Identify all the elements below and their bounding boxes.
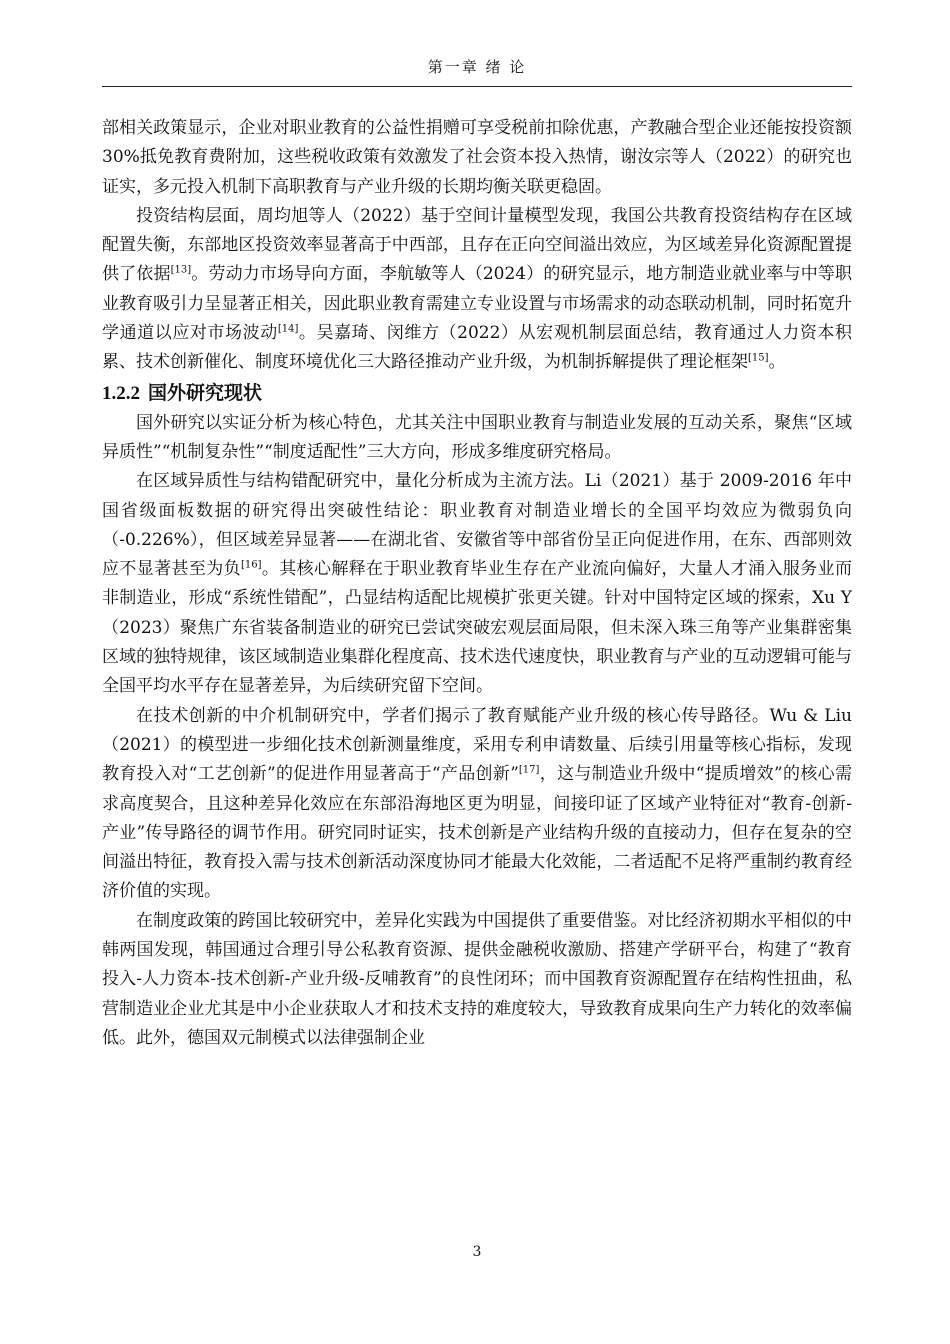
text-run: 投资结构层面，周均旭等人（2022）基于空间计量模型发现，我国公共教育投资结构存在区域配置失衡，东部地区投资效率显著高于中西部，且存在正向空间溢出效应，为区域差异化资源配置提供了依据	[102, 205, 852, 285]
text-run: 。其核心解释在于职业教育毕业生存在产业流向偏好，大量人才涌入服务业而非制造业，形成“系统性错配”，凸显结构适配比规模扩张更关键。针对中国特定区域的探索，Xu Y（2023）聚焦广东省装备制造业的研究已尝试突破宏观层面局限，但未深入珠三角等产业集群密集区域的独特规律，该区域制造业集群化程度高、技术迭代速度快，职业教育与产业的互动逻辑可能与全国平均水平存在显著差异，为后续研究留下空间。	[102, 559, 853, 697]
paragraph	[102, 202, 852, 378]
text-run: 。劳动力市场导向方面，李航敏等人（2024）的研究显示，地方制造业就业率与中等职业教育吸引力呈显著正相关，因此职业教育需建立专业设置与市场需求的动态联动机制，同时拓宽升学通道以应对市场波动	[102, 264, 853, 344]
text-run: ，这与制造业升级中“提质增效”的核心需求高度契合，且这种差异化效应在东部沿海地区更为明显，间接印证了区域产业特征对“教育-创新-产业”传导路径的调节作用。研究同时证实，技术创新是产业结构升级的直接动力，但存在复杂的空间溢出特征，教育投入需与技术创新活动深度协同才能最大化效能，二者适配不足将严重制约教育经济价值的实现。	[102, 764, 852, 902]
paragraph	[102, 409, 852, 468]
text-run: 国外研究以实证分析为核心特色，尤其关注中国职业教育与制造业发展的互动关系，聚焦“区域异质性”“机制复杂性”“制度适配性”三大方向，形成多维度研究格局。	[102, 412, 852, 462]
citation-ref: [16]	[240, 559, 262, 571]
text-run: 部相关政策显示，企业对职业教育的公益性捐赠可享受税前扣除优惠，产教融合型企业还能按投资额30%抵免教育费附加，这些税收政策有效激发了社会资本投入热情，谢汝宗等人（2022）的研究也证实，多元投入机制下高职教育与产业升级的长期均衡关联更稳固。	[102, 118, 852, 197]
paragraph	[102, 467, 852, 701]
citation-ref: [17]	[518, 764, 540, 776]
header-rule	[102, 86, 852, 87]
page-number: 3	[472, 1244, 482, 1260]
paragraph	[102, 907, 852, 1053]
text-run: 在技术创新的中介机制研究中，学者们揭示了教育赋能产业升级的核心传导路径。Wu & Liu（2021）的模型进一步细化技术创新测量维度，采用专利申请数量、后续引用量等核心指标，发现教育投入对“工艺创新”的促进作用显著高于“产品创新”	[102, 705, 852, 785]
section-number: 1.2.2	[102, 382, 140, 404]
citation-ref: [15]	[748, 352, 769, 364]
text-run: 在制度政策的跨国比较研究中，差异化实践为中国提供了重要借鉴。对比经济初期水平相似的中韩两国发现，韩国通过合理引导公私教育资源、提供金融税收激励、搭建产学研平台，构建了“教育投入-人力资本-技术创新-产业升级-反哺教育”的良性闭环；而中国教育资源配置存在结构性扭曲，私营制造业企业尤其是中小企业获取人才和技术支持的难度较大，导致教育成果向生产力转化的效率偏低。此外，德国双元制模式以法律强制企业	[102, 910, 852, 1048]
text-run: 在区域异质性与结构错配研究中，量化分析成为主流方法。Li（2021）基于 2009-2016 年中国省级面板数据的研究得出突破性结论：职业教育对制造业增长的全国平均效应为微弱负向（-0.226%），但区域差异显著——在湖北省、安徽省等中部省份呈正向促进作用，在东、西部则效应不显著甚至为负	[102, 471, 852, 580]
text-run: 。	[768, 352, 786, 373]
section-heading	[102, 378, 852, 409]
paragraph	[102, 702, 852, 907]
page-body	[102, 114, 852, 1053]
citation-ref: [14]	[277, 323, 299, 335]
section-title: 国外研究现状	[148, 381, 263, 404]
paragraph	[102, 114, 852, 202]
running-header: 第一章 绪 论	[427, 58, 527, 76]
text-run: 。吴嘉琦、闵维方（2022）从宏观机制层面总结，教育通过人力资本积累、技术创新催化、制度环境优化三大路径推动产业升级，为机制拆解提供了理论框架	[102, 323, 853, 373]
citation-ref: [13]	[170, 264, 192, 276]
